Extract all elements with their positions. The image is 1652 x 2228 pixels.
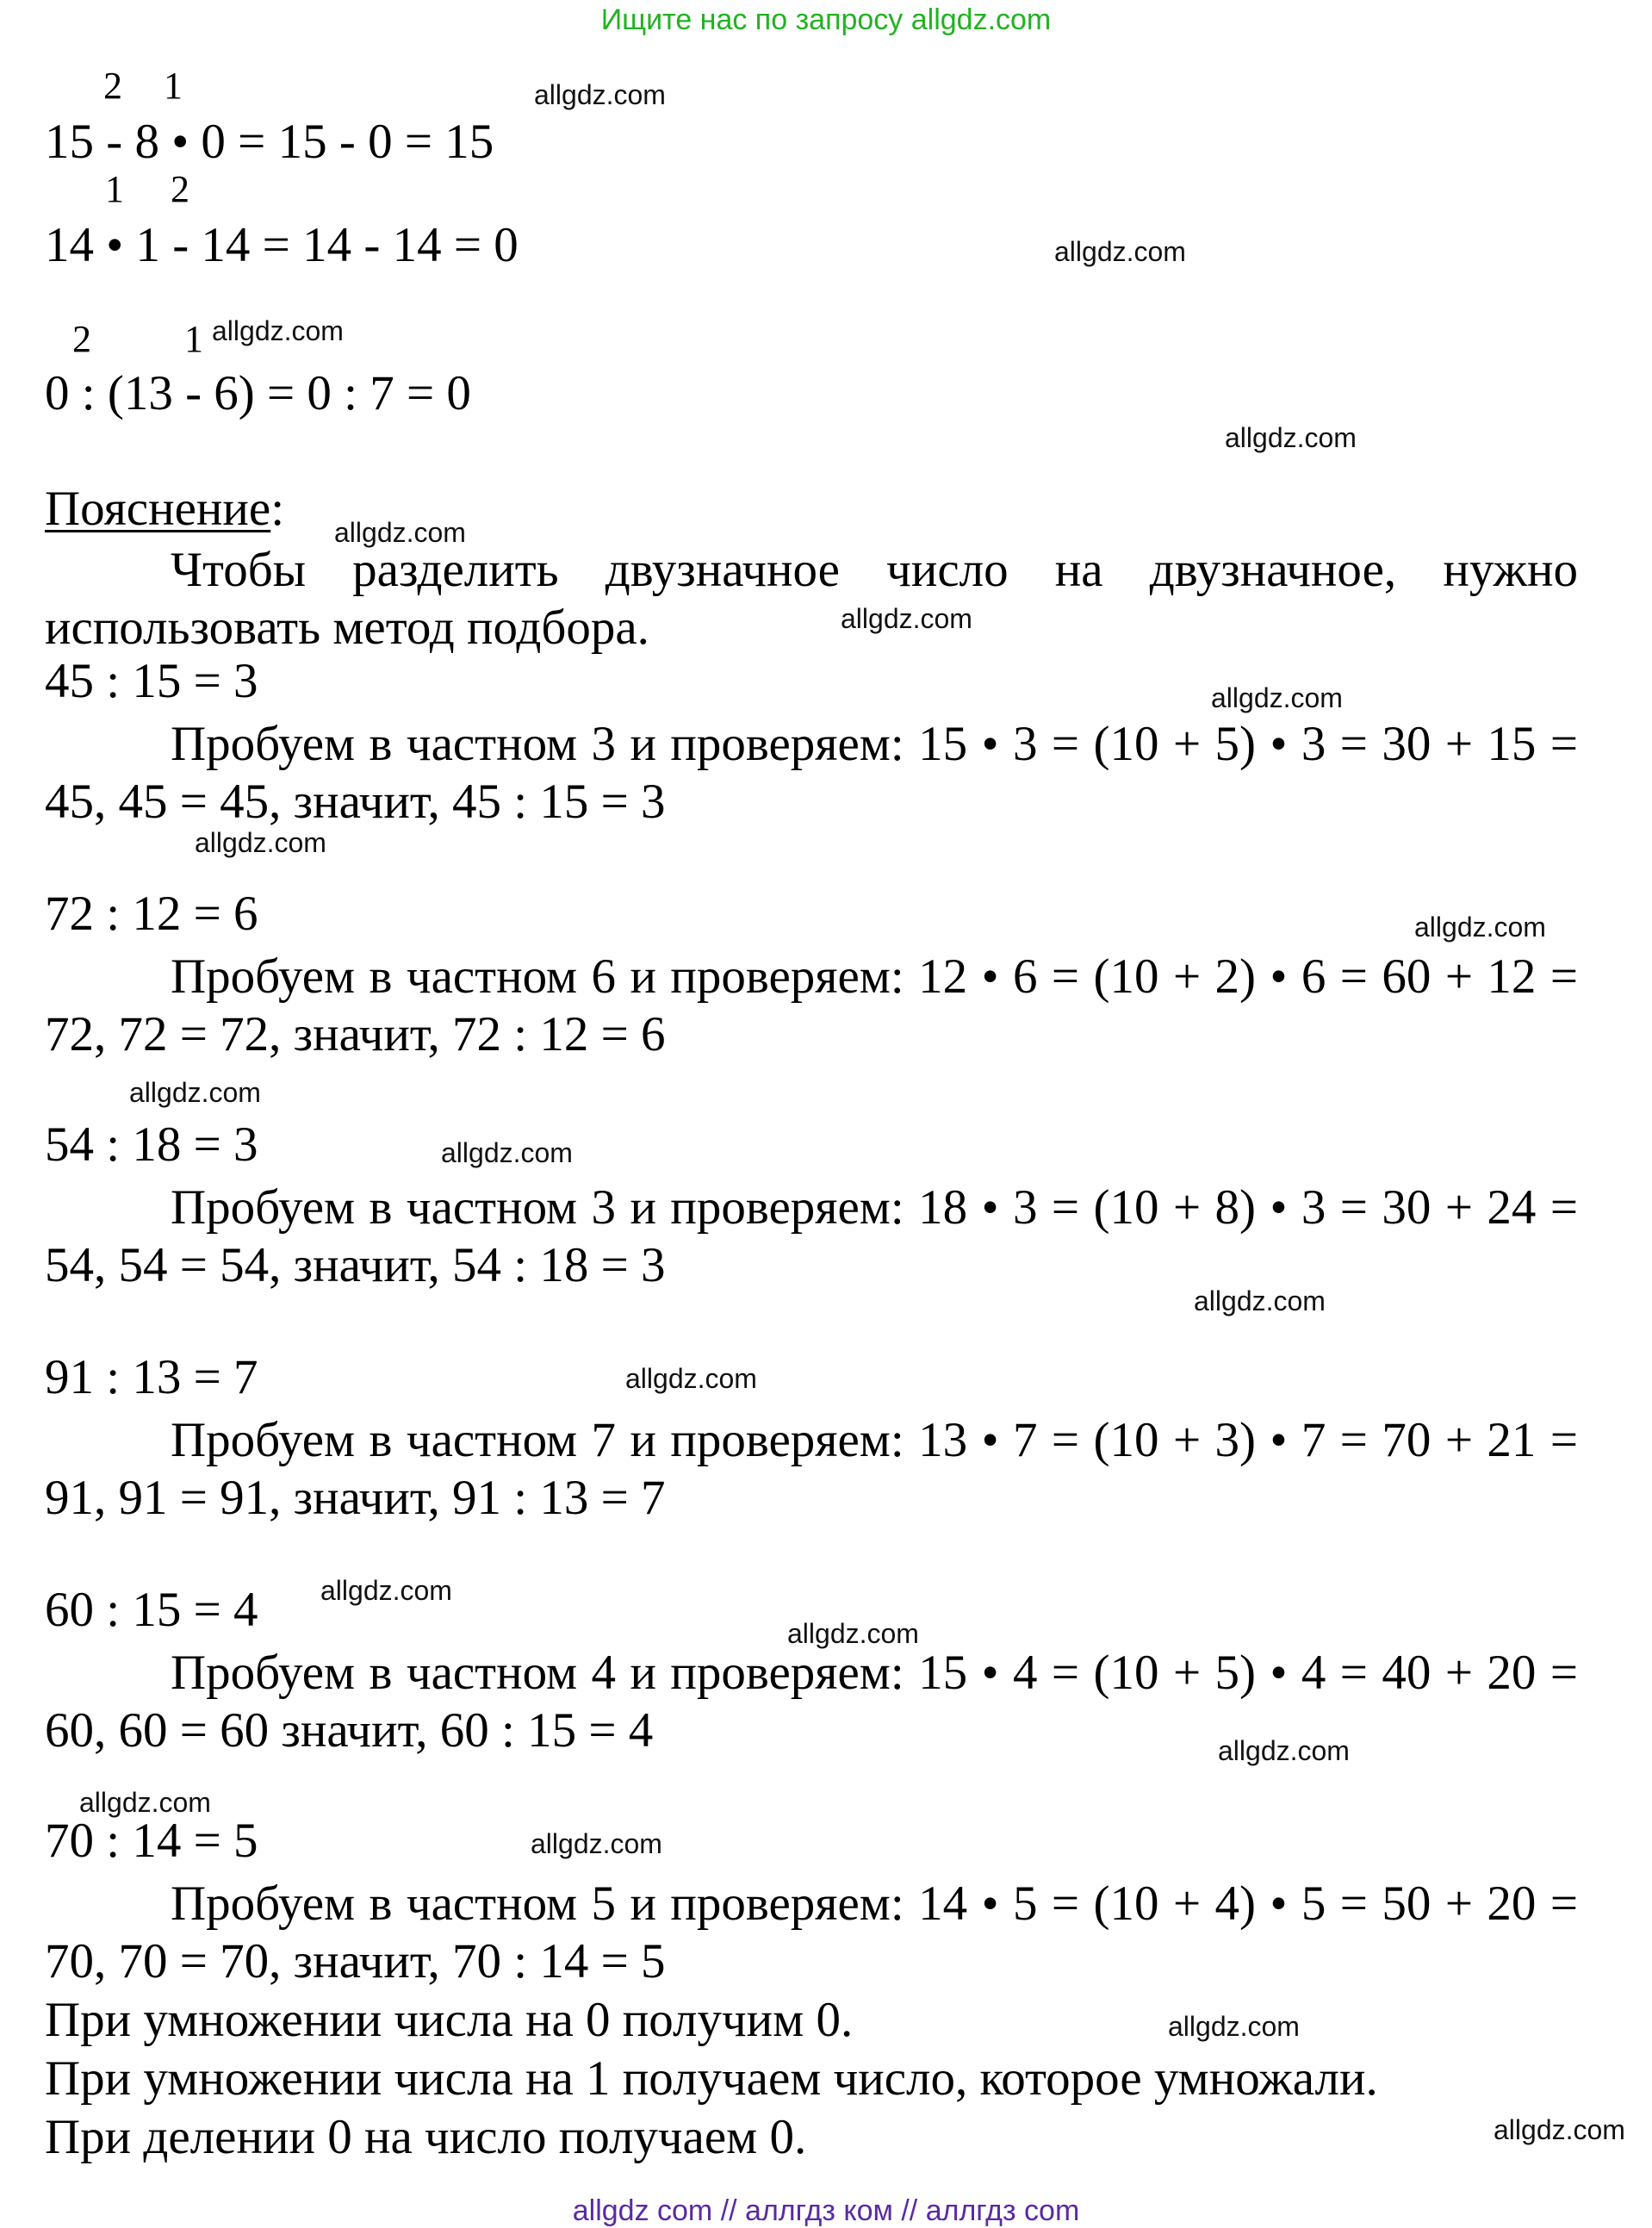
order-number: 2: [103, 65, 122, 107]
watermark: allgdz.com: [212, 315, 344, 346]
rule-multiply-one: При умножении числа на 1 получаем число, которое умножали.: [45, 2051, 1378, 2106]
order-number: 1: [184, 318, 203, 360]
watermark: allgdz.com: [1494, 2114, 1625, 2145]
watermark: allgdz.com: [1225, 422, 1357, 453]
watermark: allgdz.com: [1218, 1735, 1350, 1766]
watermark: allgdz.com: [1054, 236, 1186, 267]
expression-2: 14 • 1 - 14 = 14 - 14 = 0: [45, 218, 519, 272]
division-equation: 60 : 15 = 4: [45, 1583, 258, 1637]
division-equation: 91 : 13 = 7: [45, 1350, 258, 1404]
watermark: allgdz.com: [320, 1575, 452, 1606]
explanation-heading-text: Пояснение: [45, 482, 271, 536]
watermark: allgdz.com: [79, 1787, 211, 1818]
watermark: allgdz.com: [531, 1828, 662, 1859]
expression-3: 0 : (13 - 6) = 0 : 7 = 0: [45, 366, 471, 420]
heading-colon: :: [270, 482, 285, 536]
watermark: allgdz.com: [1211, 682, 1343, 713]
division-equation: 54 : 18 = 3: [45, 1117, 258, 1172]
division-check: Пробуем в частном 6 и проверяем: 12 • 6 = (10 + 2) • 6 = 60 + 12 = 72, 72 = 72, значит, 72 : 12 = 6: [45, 949, 1578, 1061]
watermark: allgdz.com: [441, 1137, 573, 1168]
bottom-banner: allgdz com // аллгдз ком // аллгдз com: [572, 2194, 1080, 2227]
division-check: Пробуем в частном 3 и проверяем: 15 • 3 = (10 + 5) • 3 = 30 + 15 = 45, 45 = 45, значит, 45 : 15 = 3: [45, 717, 1578, 829]
order-number: 1: [105, 168, 124, 210]
division-check: Пробуем в частном 5 и проверяем: 14 • 5 = (10 + 4) • 5 = 50 + 20 = 70, 70 = 70, значит, 70 : 14 = 5: [45, 1876, 1578, 1988]
top-banner: Ищите нас по запросу allgdz.com: [600, 3, 1052, 36]
division-equation: 72 : 12 = 6: [45, 887, 258, 941]
expression-1: 15 - 8 • 0 = 15 - 0 = 15: [45, 115, 494, 169]
explanation-intro: Чтобы разделить двузначное число на двузначное, нужно использовать метод подбора.: [45, 543, 1578, 655]
order-number: 1: [164, 65, 183, 107]
order-number: 2: [72, 318, 91, 360]
rule-multiply-zero: При умножении числа на 0 получим 0.: [45, 1993, 854, 2047]
order-number: 2: [171, 168, 189, 210]
watermark: allgdz.com: [195, 827, 326, 858]
watermark: allgdz.com: [787, 1618, 919, 1649]
division-check: Пробуем в частном 3 и проверяем: 18 • 3 = (10 + 8) • 3 = 30 + 24 = 54, 54 = 54, значит, 54 : 18 = 3: [45, 1180, 1578, 1292]
division-check: Пробуем в частном 4 и проверяем: 15 • 4 = (10 + 5) • 4 = 40 + 20 = 60, 60 = 60 значит, 60 : 15 = 4: [45, 1646, 1578, 1758]
explanation-heading: [45, 482, 285, 536]
division-equation: 45 : 15 = 3: [45, 654, 258, 708]
watermark: allgdz.com: [1414, 912, 1546, 943]
watermark: allgdz.com: [534, 79, 666, 110]
division-equation: 70 : 14 = 5: [45, 1814, 258, 1868]
division-check: Пробуем в частном 7 и проверяем: 13 • 7 = (10 + 3) • 7 = 70 + 21 = 91, 91 = 91, значит, 91 : 13 = 7: [45, 1413, 1578, 1525]
watermark: allgdz.com: [334, 517, 466, 548]
watermark: allgdz.com: [625, 1363, 757, 1394]
rule-divide-zero: При делении 0 на число получаем 0.: [45, 2110, 807, 2164]
watermark: allgdz.com: [841, 603, 972, 634]
watermark: allgdz.com: [129, 1077, 261, 1108]
watermark: allgdz.com: [1194, 1285, 1326, 1316]
watermark: allgdz.com: [1168, 2011, 1300, 2042]
